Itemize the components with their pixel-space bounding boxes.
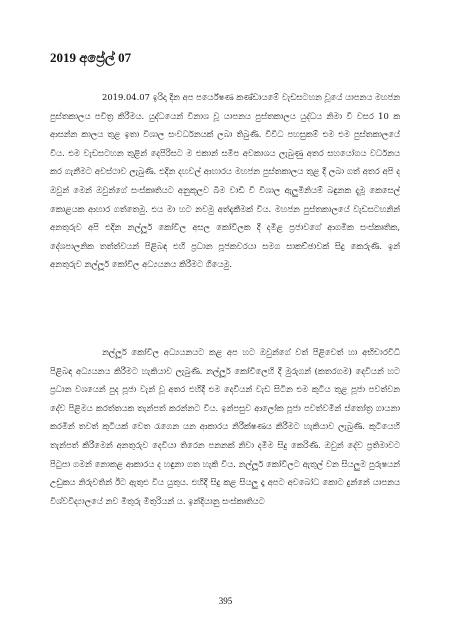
paragraph-1: 2019.04.07 ඉරිදා දින අප පර්යේෂණ කණ්ඩායමේ වැඩසටහන වූයේ යාපනය මහජන පුස්තකාලය පවිත්‍ර කිරීමය. යුද්ධයෙන් විනාශ වූ යාපනය පුස්තකාලය යුද්ධය නිමා වී වසර 10 ක ආසන්න කාලය තුළ ඉතා විශාල සංවර්ධනයක් ලබා තිබුණි. විවිධ පහසුකම් එම එම පුස්තකාලයේ විය. එම වැඩසටහන තුළින් දෙපිරිසට ම එකාන් සමීප අවකාශය ලැබුණු අතර සහයෝගය වර්ධනය කර ගැනීමට අවස්ථාව ලැබුණි. එදින දහවල් ආහාරය මහජන පුස්තකාලය තුළ දී ලබා ගත් අතර අපි ද ඔවුන් මෙන් ඔවුන්ගේ සංස්කෘතියට අනුකූලව බිම වාඩි වී විශාල ඇලුමිනියම් බඳුනක දැමූ කෙසෙල් කොළයක ආහාර ගත්තෙමු. එය මා හට නවමු අත්දැකීමක් විය. මහජන පුස්තකාලයේ වැඩසටහනින් අනතුරුව අපි එදින නල්ලූර් කෝවිල අසල කෝවිලක දී දමිළ ප්‍රජාවගේ ආගමික සංස්කෘතික, දේශපාලනික තත්ත්වයන් පිළිබඳ එහි ප්‍රධාන පූජකවරයා සමග සාකච්ඡාවක් සිදු කෙරුණි. ඉන් අනතුරුව නල්ලූර් කෝවිල අධ්‍යයනය කිරීමට ගියෙමු.	[50, 92, 400, 270]
paragraph-2: නල්ලූර් කෝවිල අධ්‍යයනයට කළ අප හට ඔවුන්ගේ වත් පිළිවෙත් හා අභිචාරවිධි පිළිබඳ අධ්‍යයනය කිරීමට හැකියාව ලැබුණි. නල්ලූර් කෝවිලෙහි දී මුරුගන් (කතරගම) දෙවියන් හට ප්‍රධාන වශයෙන් පුද පූජා වැන් වූ අතර එහිදී එම දෙවියන් වැඩ සිටින එම කුටිය තුළ පූජා පවත්වන දේව පිළිමය කරත්තයක තැන්පත් කරන්නට විය. ඉන්පසුව ආලෝක පූජා පවත්වමින් ස්තෝත්‍ර ගායනා කරමින් තවත් කුටියක් වෙත රැගෙන යන ආකාරය නිරීක්ෂණය කිරීමට හැකියාව ලැබුණි. කුටියෙහි තැන්පත් කිරීමෙන් අනතුරුව දෙවියා තිරෙන පනනක් නිවා දමීම සිදු කෙරිණි. ඔවුන් දේව ප්‍රතිමාවට පිටුපා ගමන් නොකළ ආකාරය ද හඳුනා ගත හැකි විය. නල්ලූර් කෝවිලට ඇතුල් වන සියලුම පුරුෂයන් උඩුකය නිරුවතින් ඊට ඇතුළු විය යුතුය. එහිදී සිදු කළ සියලු දෑ අපට අවබෝධ කොට දුන්නේ යාපනය විශ්වවිද්‍යාලයේ නව මිතුරු මිතුරියන් ය. ඉන්දියානු සංස්කෘතියට	[50, 347, 400, 506]
page-number: 395	[218, 596, 233, 606]
date-heading: 2019 අප්‍රේල් 07	[50, 50, 132, 65]
